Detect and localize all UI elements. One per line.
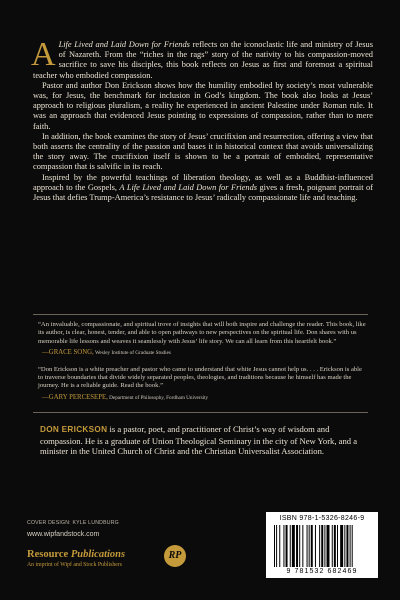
publisher-name-part: Publications <box>70 549 126 560</box>
barcode-bar <box>279 525 280 567</box>
barcode-bar <box>352 525 353 567</box>
barcode-bar <box>321 525 323 567</box>
barcode-bar <box>276 525 277 567</box>
barcode-bar <box>311 525 313 567</box>
description-paragraph-3: In addition, the book examines the story of Jesus’ crucifixion and resurrection, offering a view that both asserts the centrality of the passion and bases it in historical context that avoids universalizing the story away. The crucifixion itself is shown to be a portrait of embodied, representative compassion that is salvific in its reach. <box>33 131 373 172</box>
isbn-label: ISBN 978-1-5326-8246-9 <box>279 515 365 522</box>
endorser-affiliation: Wesley Institute of Graduate Studies <box>93 350 171 357</box>
barcode-digits: 9 781532 682469 <box>286 568 358 575</box>
author-name: DON ERICKSON <box>40 425 108 434</box>
author-bio <box>40 424 366 457</box>
barcode-bar <box>302 525 303 567</box>
barcode-bar <box>346 525 348 567</box>
description-paragraph-1 <box>31 36 373 81</box>
description-paragraph-2: Pastor and author Don Erickson shows how the humility embodied by society’s most vulnerable was, for Jesus, the benchmark for inclusion in God’s kingdom. The book also looks at Jesus’ approach to religious pluralism, a reality he experienced in ancient Palestine under Roman rule. It was an approach that evidenced Jesus pointing to expressions of compassion, rather than to mere faith. <box>33 80 373 131</box>
publisher-website: www.wipfandstock.com <box>27 531 100 538</box>
barcode-bar <box>334 525 336 567</box>
barcode-bar <box>350 525 351 567</box>
description-text: Inspired by the powerful teachings of liberation theology, as well as a Buddhist-influenced approach to the Gospels, <box>33 172 373 192</box>
barcode-bar <box>337 525 338 567</box>
barcode-bar <box>274 525 275 567</box>
barcode-bar <box>344 525 345 567</box>
barcode-bar <box>299 525 300 567</box>
barcode-bar <box>340 525 343 567</box>
barcode-bar <box>327 525 330 567</box>
imprint-line: An imprint of Wipf and Stock Publishers <box>27 562 122 568</box>
endorsement-attribution <box>42 394 368 402</box>
author-bio-text: is a pastor, poet, and practitioner of Christ’s way of wisdom and compassion. He is a graduate of Union Theological Seminary in the city of New York, and a minister in the United Church of Christ and the Christian Universalist Association. <box>40 424 358 457</box>
barcode-bars <box>274 525 370 567</box>
barcode-bar <box>309 525 310 567</box>
publisher-name-part: Resource <box>27 549 71 560</box>
barcode-bar <box>332 525 333 567</box>
description-text: gives a fresh, poignant portrait of Jesus that defies Trump-America’s resistance to Jesus’ radically compassionate life and teaching. <box>33 182 373 203</box>
cover-design-credit: COVER DESIGN: KYLE LUNDBURG <box>27 520 119 526</box>
endorser-name: —GARY PERCESEPE, <box>42 393 108 401</box>
barcode-bar <box>324 525 325 567</box>
endorser-name: —GRACE SONG, <box>42 349 94 357</box>
endorser-affiliation: Department of Philosophy, Fordham University <box>107 394 209 401</box>
barcode-bar <box>319 525 320 567</box>
endorsement-quote: “An invaluable, compassionate, and spiritual trove of insights that will both inspire and challenge the reader. This book, like its author, is clear, honest, tender, and able to open pathways to new perspectives on the spiritual life. Don shares with us memorable life lessons and weaves it seamlessly with Jesus’ life story. We can all learn from this heartfelt book.” <box>38 321 366 345</box>
publisher-name <box>27 549 125 560</box>
book-description <box>31 36 373 203</box>
endorsement-attribution <box>42 349 368 357</box>
barcode-bar <box>296 525 298 567</box>
description-paragraph-4 <box>33 173 373 204</box>
isbn-barcode <box>266 512 378 578</box>
barcode-bar <box>307 525 308 567</box>
publisher-logo-icon: RP <box>164 545 186 567</box>
divider <box>33 412 368 413</box>
barcode-bar <box>315 525 316 567</box>
book-title-italic: A Life Lived and Laid Down for Friends <box>119 182 258 192</box>
endorsements <box>38 321 368 410</box>
barcode-bar <box>292 525 295 567</box>
divider <box>33 314 368 315</box>
barcode-bar <box>286 525 288 567</box>
drop-cap: A <box>31 36 56 73</box>
barcode-bar <box>290 525 291 567</box>
book-title-italic: Life Lived and Laid Down for Friends <box>58 40 190 49</box>
barcode-bar <box>283 525 284 567</box>
endorsement-quote: “Don Erickson is a white preacher and pastor who came to understand that white Jesus cannot help us. . . . Erickson is able to traverse boundaries that divide widely separated peoples, theologies, and traditions because he himself has made the journey. He is a reliable guide. Read the book.” <box>38 365 362 390</box>
description-text: reflects on the iconoclastic life and ministry of Jesus of Nazareth. From the “riches in the rags” story of the nativity to his compassion-moved sacrifice to save his disciples, this book reflects on Jesus as first and foremost a spiritual teacher who embodied compassion. <box>33 40 373 80</box>
